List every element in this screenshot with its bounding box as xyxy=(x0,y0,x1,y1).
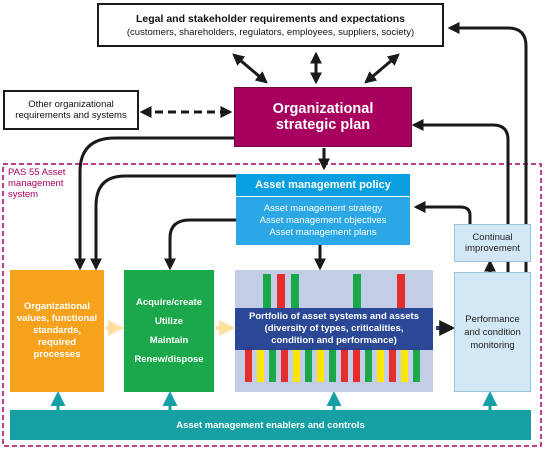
strategic-plan-box xyxy=(234,87,412,147)
legal-title: Legal and stakeholder requirements and expectations xyxy=(136,12,405,25)
strategy-line3: Asset management plans xyxy=(269,227,377,238)
continual-improvement-box xyxy=(454,224,531,262)
performance-line1: Performance xyxy=(465,313,520,325)
other-line1: Other organizational xyxy=(28,99,114,110)
portfolio-line1: Portfolio of asset systems and assets xyxy=(248,311,419,322)
values-line2: values, functional xyxy=(16,313,98,324)
acquire-line3: Maintain xyxy=(149,335,189,346)
improve-line2: improvement xyxy=(465,243,520,254)
lifecycle-activities-box xyxy=(124,270,214,392)
pas-line3: system xyxy=(8,189,39,200)
values-line1: Organizational xyxy=(24,301,90,312)
legal-subtitle: (customers, shareholders, regulators, employees, suppliers, society) xyxy=(126,26,415,38)
enablers-controls-bar xyxy=(10,410,531,440)
performance-line3: monitoring xyxy=(470,339,515,351)
values-line5: processes xyxy=(33,349,81,360)
values-line3: standards, xyxy=(32,325,82,336)
performance-monitoring-box xyxy=(454,272,531,392)
strategy-box xyxy=(236,197,410,245)
arrow-policy-values xyxy=(96,176,236,268)
other-requirements-box xyxy=(3,90,139,130)
arrow-strategy-acquire xyxy=(170,220,236,268)
other-line2: requirements and systems xyxy=(15,110,127,121)
portfolio-line3: condition and performance) xyxy=(271,335,397,346)
strategy-line2: Asset management objectives xyxy=(259,215,387,226)
acquire-line4: Renew/dispose xyxy=(134,354,204,365)
acquire-line2: Utilize xyxy=(155,316,183,327)
pas55-label xyxy=(8,167,65,200)
arrow-legal-plan-left xyxy=(234,55,266,82)
values-line4: required xyxy=(37,337,76,348)
portfolio-box xyxy=(235,270,433,392)
strategy-line1: Asset management strategy xyxy=(263,203,383,214)
arrow-improve-strategy xyxy=(416,207,470,225)
organizational-values-box xyxy=(10,270,104,392)
policy-box xyxy=(236,174,410,196)
portfolio-line2: (diversity of types, criticalities, xyxy=(264,323,404,334)
improve-line1: Continual xyxy=(472,232,513,243)
arrow-plan-values-outer xyxy=(80,138,236,268)
plan-line1: Organizational xyxy=(272,101,374,117)
portfolio-text xyxy=(235,308,433,350)
arrow-legal-plan-right xyxy=(366,55,398,82)
pas-line2: management xyxy=(8,178,64,189)
pas-line1: PAS 55 Asset xyxy=(8,167,66,178)
legal-stakeholder-box xyxy=(97,3,444,47)
plan-line2: strategic plan xyxy=(275,117,371,133)
acquire-line1: Acquire/create xyxy=(135,297,202,308)
policy-title: Asset management policy xyxy=(255,179,391,191)
enablers-label: Asset management enablers and controls xyxy=(176,419,365,431)
performance-line2: and condition xyxy=(464,326,521,338)
